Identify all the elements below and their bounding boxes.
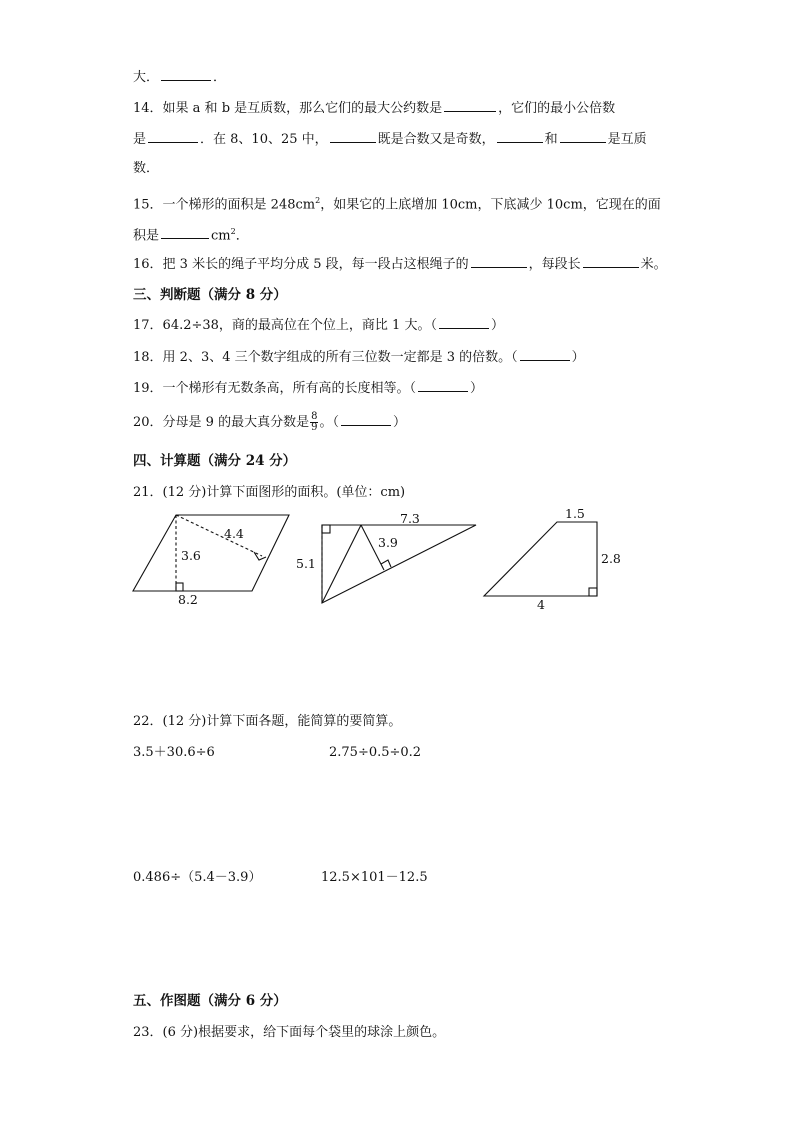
question-15-line2: 积是 $cm^2$． [133, 227, 249, 244]
label-slanted-height: 4.4 [224, 526, 244, 541]
question-14-line1: 14．如果 a 和 b 是互质数，那么它们的最大公约数是 ，它们的最小公倍数 [133, 101, 616, 116]
question-15-line1: 15．一个梯形的面积是 $248cm^2$，如果它的上底增加 10cm，下底减少 10cm，它现在的面 [133, 196, 661, 213]
q13-tail: 大． ． [133, 70, 227, 85]
calc-item-4: 12.5×101－12.5 [321, 870, 428, 885]
answer-blank[interactable] [497, 130, 543, 143]
right-angle-mark [176, 583, 183, 591]
triangle-figure [322, 525, 476, 603]
question-16: 16．把 3 米长的绳子平均分成 5 段，每一段占这根绳子的 ，每段长 米。 [133, 257, 667, 272]
answer-blank[interactable] [418, 379, 468, 392]
question-22: 22．(12 分)计算下面各题，能简算的要简算。 [133, 714, 402, 729]
label-left: 5.1 [296, 556, 316, 571]
question-23: 23．(6 分)根据要求，给下面每个袋里的球涂上颜色。 [133, 1025, 446, 1040]
inner-line [322, 525, 361, 603]
triangle-outline [322, 525, 476, 603]
question-21: 21．(12 分)计算下面图形的面积。(单位：cm) [133, 485, 406, 500]
right-angle-mark [589, 588, 597, 596]
calc-item-2: 2.75÷0.5÷0.2 [329, 745, 422, 760]
answer-blank[interactable] [471, 255, 527, 268]
parallelogram-figure [133, 515, 289, 591]
label-height: 3.6 [181, 548, 201, 563]
answer-blank[interactable] [161, 226, 209, 239]
geometry-figures [0, 505, 794, 635]
question-20: 20．分母是 9 的最大真分数是 $\frac{8}{9}$ 。（ ） [133, 411, 406, 433]
label-right: 2.8 [601, 551, 621, 566]
answer-blank[interactable] [560, 130, 606, 143]
answer-blank[interactable] [161, 68, 211, 81]
answer-blank[interactable] [148, 130, 198, 143]
label-height: 3.9 [378, 535, 398, 550]
question-14-line2: 是 ．在 8、10、25 中， 既是合数又是奇数， 和 是互质 [133, 132, 647, 147]
answer-blank[interactable] [520, 348, 570, 361]
question-17: 17．64.2÷38，商的最高位在个位上，商比 1 大。（ ） [133, 318, 504, 333]
section-3-heading: 三、判断题（满分 8 分） [133, 287, 287, 303]
answer-blank[interactable] [439, 316, 489, 329]
answer-blank[interactable] [583, 255, 639, 268]
label-base: 8.2 [178, 592, 198, 607]
question-14-line3: 数． [133, 161, 160, 176]
label-bottom: 4 [537, 597, 545, 612]
answer-blank[interactable] [444, 99, 496, 112]
label-top: 7.3 [400, 511, 420, 526]
label-top: 1.5 [565, 506, 585, 521]
right-angle-mark [322, 525, 330, 533]
question-19: 19．一个梯形有无数条高，所有高的长度相等。（ ） [133, 381, 484, 396]
calc-item-3: 0.486÷（5.4－3.9） [133, 870, 262, 885]
section-4-heading: 四、计算题（满分 24 分） [133, 453, 297, 469]
section-5-heading: 五、作图题（满分 6 分） [133, 993, 287, 1009]
trapezoid-figure [484, 522, 597, 596]
trapezoid-outline [484, 522, 597, 596]
fraction: $\frac{8}{9}$ [311, 411, 318, 433]
question-18: 18．用 2、3、4 三个数字组成的所有三位数一定都是 3 的倍数。（ ） [133, 350, 585, 365]
answer-blank[interactable] [330, 130, 376, 143]
calc-item-1: 3.5＋30.6÷6 [133, 745, 215, 760]
parallelogram-outline [133, 515, 289, 591]
answer-blank[interactable] [341, 413, 391, 426]
